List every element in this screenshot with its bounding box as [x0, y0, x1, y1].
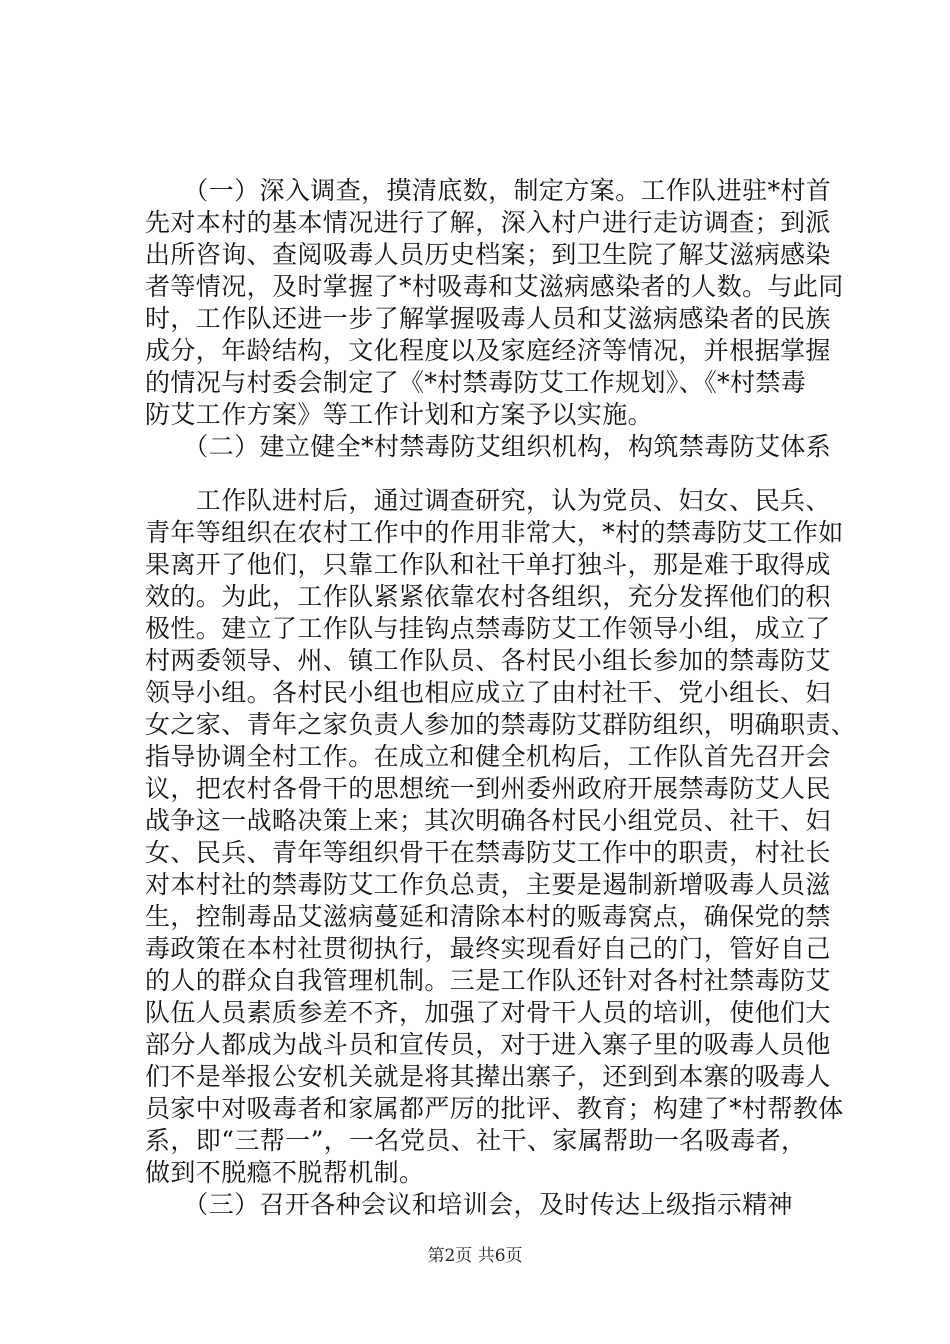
paragraph-1-line-8: 防艾工作方案》等工作计划和方案予以实施。	[145, 400, 654, 429]
paragraph-2-line-9: 指导协调全村工作。在成立和健全机构后，工作队首先召开会	[145, 742, 831, 771]
paragraph-2-line-7: 领导小组。各村民小组也相应成立了由村社干、党小组长、妇	[145, 678, 831, 707]
section-heading-2: （二）建立健全*村禁毒防艾组织机构，构筑禁毒防艾体系	[145, 432, 832, 461]
paragraph-1-line-1: （一）深入调查，摸清底数，制定方案。工作队进驻*村首	[145, 176, 832, 205]
paragraph-2-line-11: 战争这一战略决策上来；其次明确各村民小组党员、社干、妇	[145, 806, 831, 835]
page-number-footer: 第2页 共6页	[427, 1246, 523, 1266]
paragraph-1-line-2: 先对本村的基本情况进行了解，深入村户进行走访调查；到派	[145, 208, 831, 237]
paragraph-2-line-21: 系，即“三帮一”，一名党员、社干、家属帮助一名吸毒者，	[145, 1126, 807, 1155]
paragraph-2-line-14: 生，控制毒品艾滋病蔓延和清除本村的贩毒窝点，确保党的禁	[145, 902, 831, 931]
paragraph-2-line-15: 毒政策在本村社贯彻执行，最终实现看好自己的门，管好自己	[145, 934, 831, 963]
paragraph-2-line-20: 员家中对吸毒者和家属都严厉的批评、教育；构建了*村帮教体	[145, 1094, 844, 1123]
section-heading-3: （三）召开各种会议和培训会，及时传达上级指示精神	[145, 1190, 793, 1219]
paragraph-2-line-22: 做到不脱瘾不脱帮机制。	[145, 1158, 425, 1187]
paragraph-1-line-6: 成分，年龄结构，文化程度以及家庭经济等情况，并根据掌握	[145, 336, 831, 365]
paragraph-2-line-16: 的人的群众自我管理机制。三是工作队还针对各村社禁毒防艾	[145, 966, 831, 995]
paragraph-2-line-13: 对本村社的禁毒防艾工作负总责，主要是遏制新增吸毒人员滋	[145, 870, 831, 899]
paragraph-1-line-5: 时，工作队还进一步了解掌握吸毒人员和艾滋病感染者的民族	[145, 304, 831, 333]
paragraph-1-line-7: 的情况与村委会制定了《*村禁毒防艾工作规划》、《*村禁毒	[145, 368, 807, 397]
paragraph-2-line-4: 效的。为此，工作队紧紧依靠农村各组织，充分发挥他们的积	[145, 582, 831, 611]
paragraph-2-line-10: 议，把农村各骨干的思想统一到州委州政府开展禁毒防艾人民	[145, 774, 831, 803]
paragraph-2-line-12: 女、民兵、青年等组织骨干在禁毒防艾工作中的职责，村社长	[145, 838, 831, 867]
paragraph-2-line-6: 村两委领导、州、镇工作队员、各村民小组长参加的禁毒防艾	[145, 646, 831, 675]
paragraph-1-line-3: 出所咨询、查阅吸毒人员历史档案；到卫生院了解艾滋病感染	[145, 240, 831, 269]
paragraph-2-line-1: 工作队进村后，通过调查研究，认为党员、妇女、民兵、	[145, 486, 831, 515]
paragraph-2-line-5: 极性。建立了工作队与挂钩点禁毒防艾工作领导小组，成立了	[145, 614, 831, 643]
paragraph-1-line-4: 者等情况，及时掌握了*村吸毒和艾滋病感染者的人数。与此同	[145, 272, 844, 301]
paragraph-2-line-18: 部分人都成为战斗员和宣传员，对于进入寨子里的吸毒人员他	[145, 1030, 831, 1059]
paragraph-2-line-8: 女之家、青年之家负责人参加的禁毒防艾群防组织，明确职责、	[145, 710, 857, 739]
paragraph-2-line-19: 们不是举报公安机关就是将其撵出寨子，还到到本寨的吸毒人	[145, 1062, 831, 1091]
paragraph-2-line-17: 队伍人员素质参差不齐，加强了对骨干人员的培训，使他们大	[145, 998, 831, 1027]
paragraph-2-line-2: 青年等组织在农村工作中的作用非常大，*村的禁毒防艾工作如	[145, 518, 844, 547]
paragraph-2-line-3: 果离开了他们，只靠工作队和社干单打独斗，那是难于取得成	[145, 550, 831, 579]
